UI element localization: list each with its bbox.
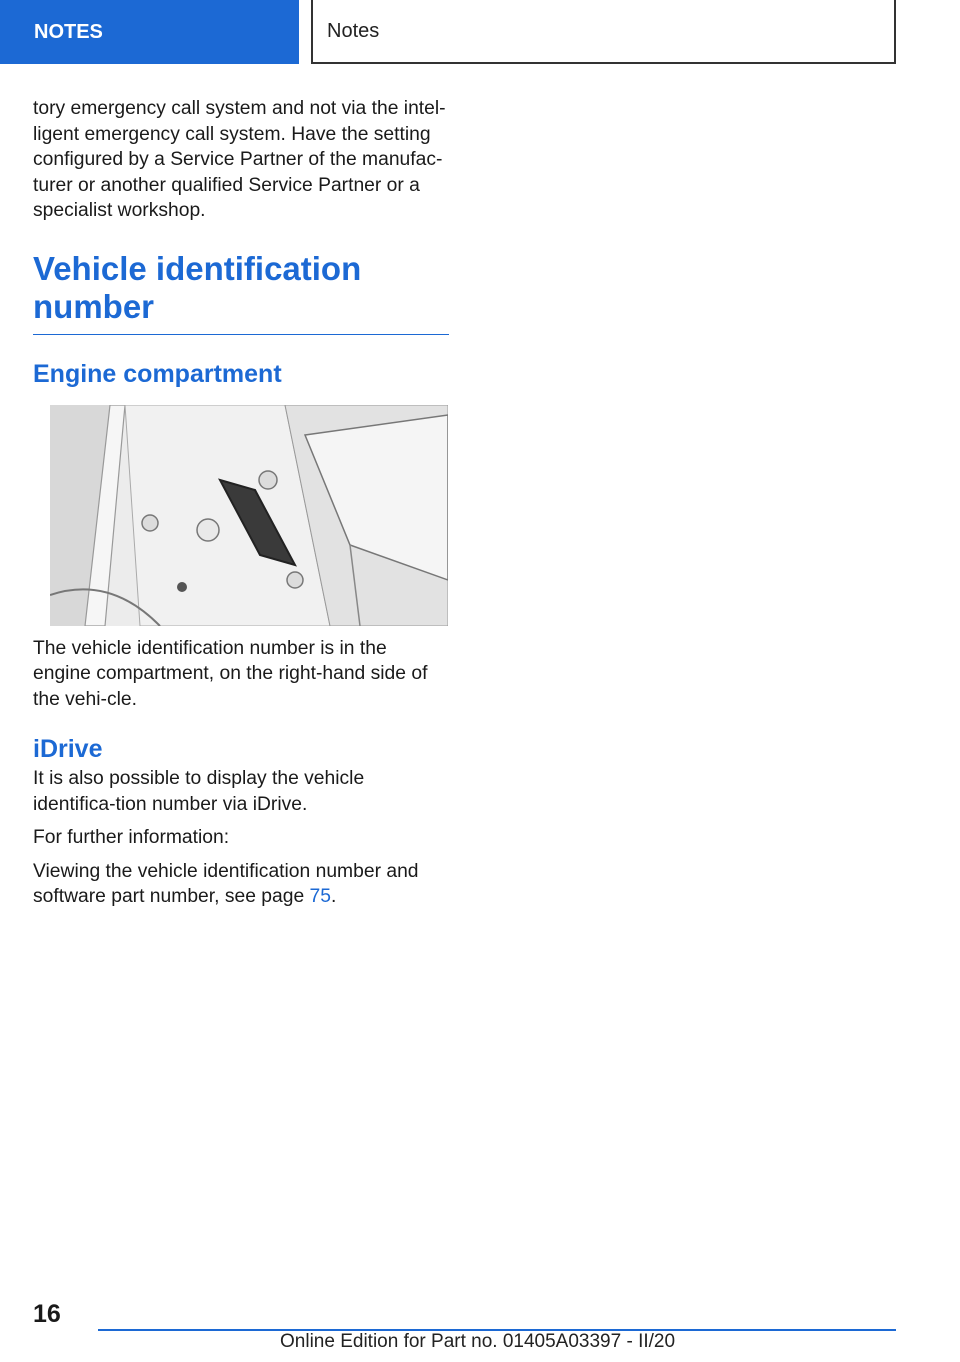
page-number: 16 — [33, 1300, 61, 1328]
cross-reference-text: Viewing the vehicle identification number and software part number, see page — [33, 860, 419, 907]
footer-edition: Online Edition for Part no. 01405A03397 - II/20 — [280, 1331, 676, 1352]
intro-paragraph: tory emergency call system and not via the intel-ligent emergency call system. Have the setting configured by a Service Partner of the manufac-turer or another qualified Service Partner or a specialist workshop. — [33, 98, 446, 221]
engine-compartment-illustration — [50, 405, 448, 626]
section-title: Notes — [311, 0, 896, 64]
heading-vin: Vehicle identification number — [33, 250, 449, 335]
chapter-tab[interactable]: NOTES — [0, 0, 299, 64]
idrive-paragraph: It is also possible to display the vehicle identifica-tion number via iDrive. — [33, 768, 365, 815]
page-link[interactable]: 75 — [309, 886, 331, 907]
heading-engine-compartment: Engine compartment — [33, 359, 282, 388]
engine-compartment-image — [50, 405, 448, 626]
engine-caption: The vehicle identification number is in the engine compartment, on the right-hand side of the vehi-cle. — [33, 637, 428, 710]
heading-idrive: iDrive — [33, 735, 103, 763]
further-info-label: For further information: — [33, 827, 230, 848]
cross-reference-period: . — [330, 886, 337, 907]
main-content — [33, 96, 449, 910]
cross-reference — [33, 859, 449, 910]
